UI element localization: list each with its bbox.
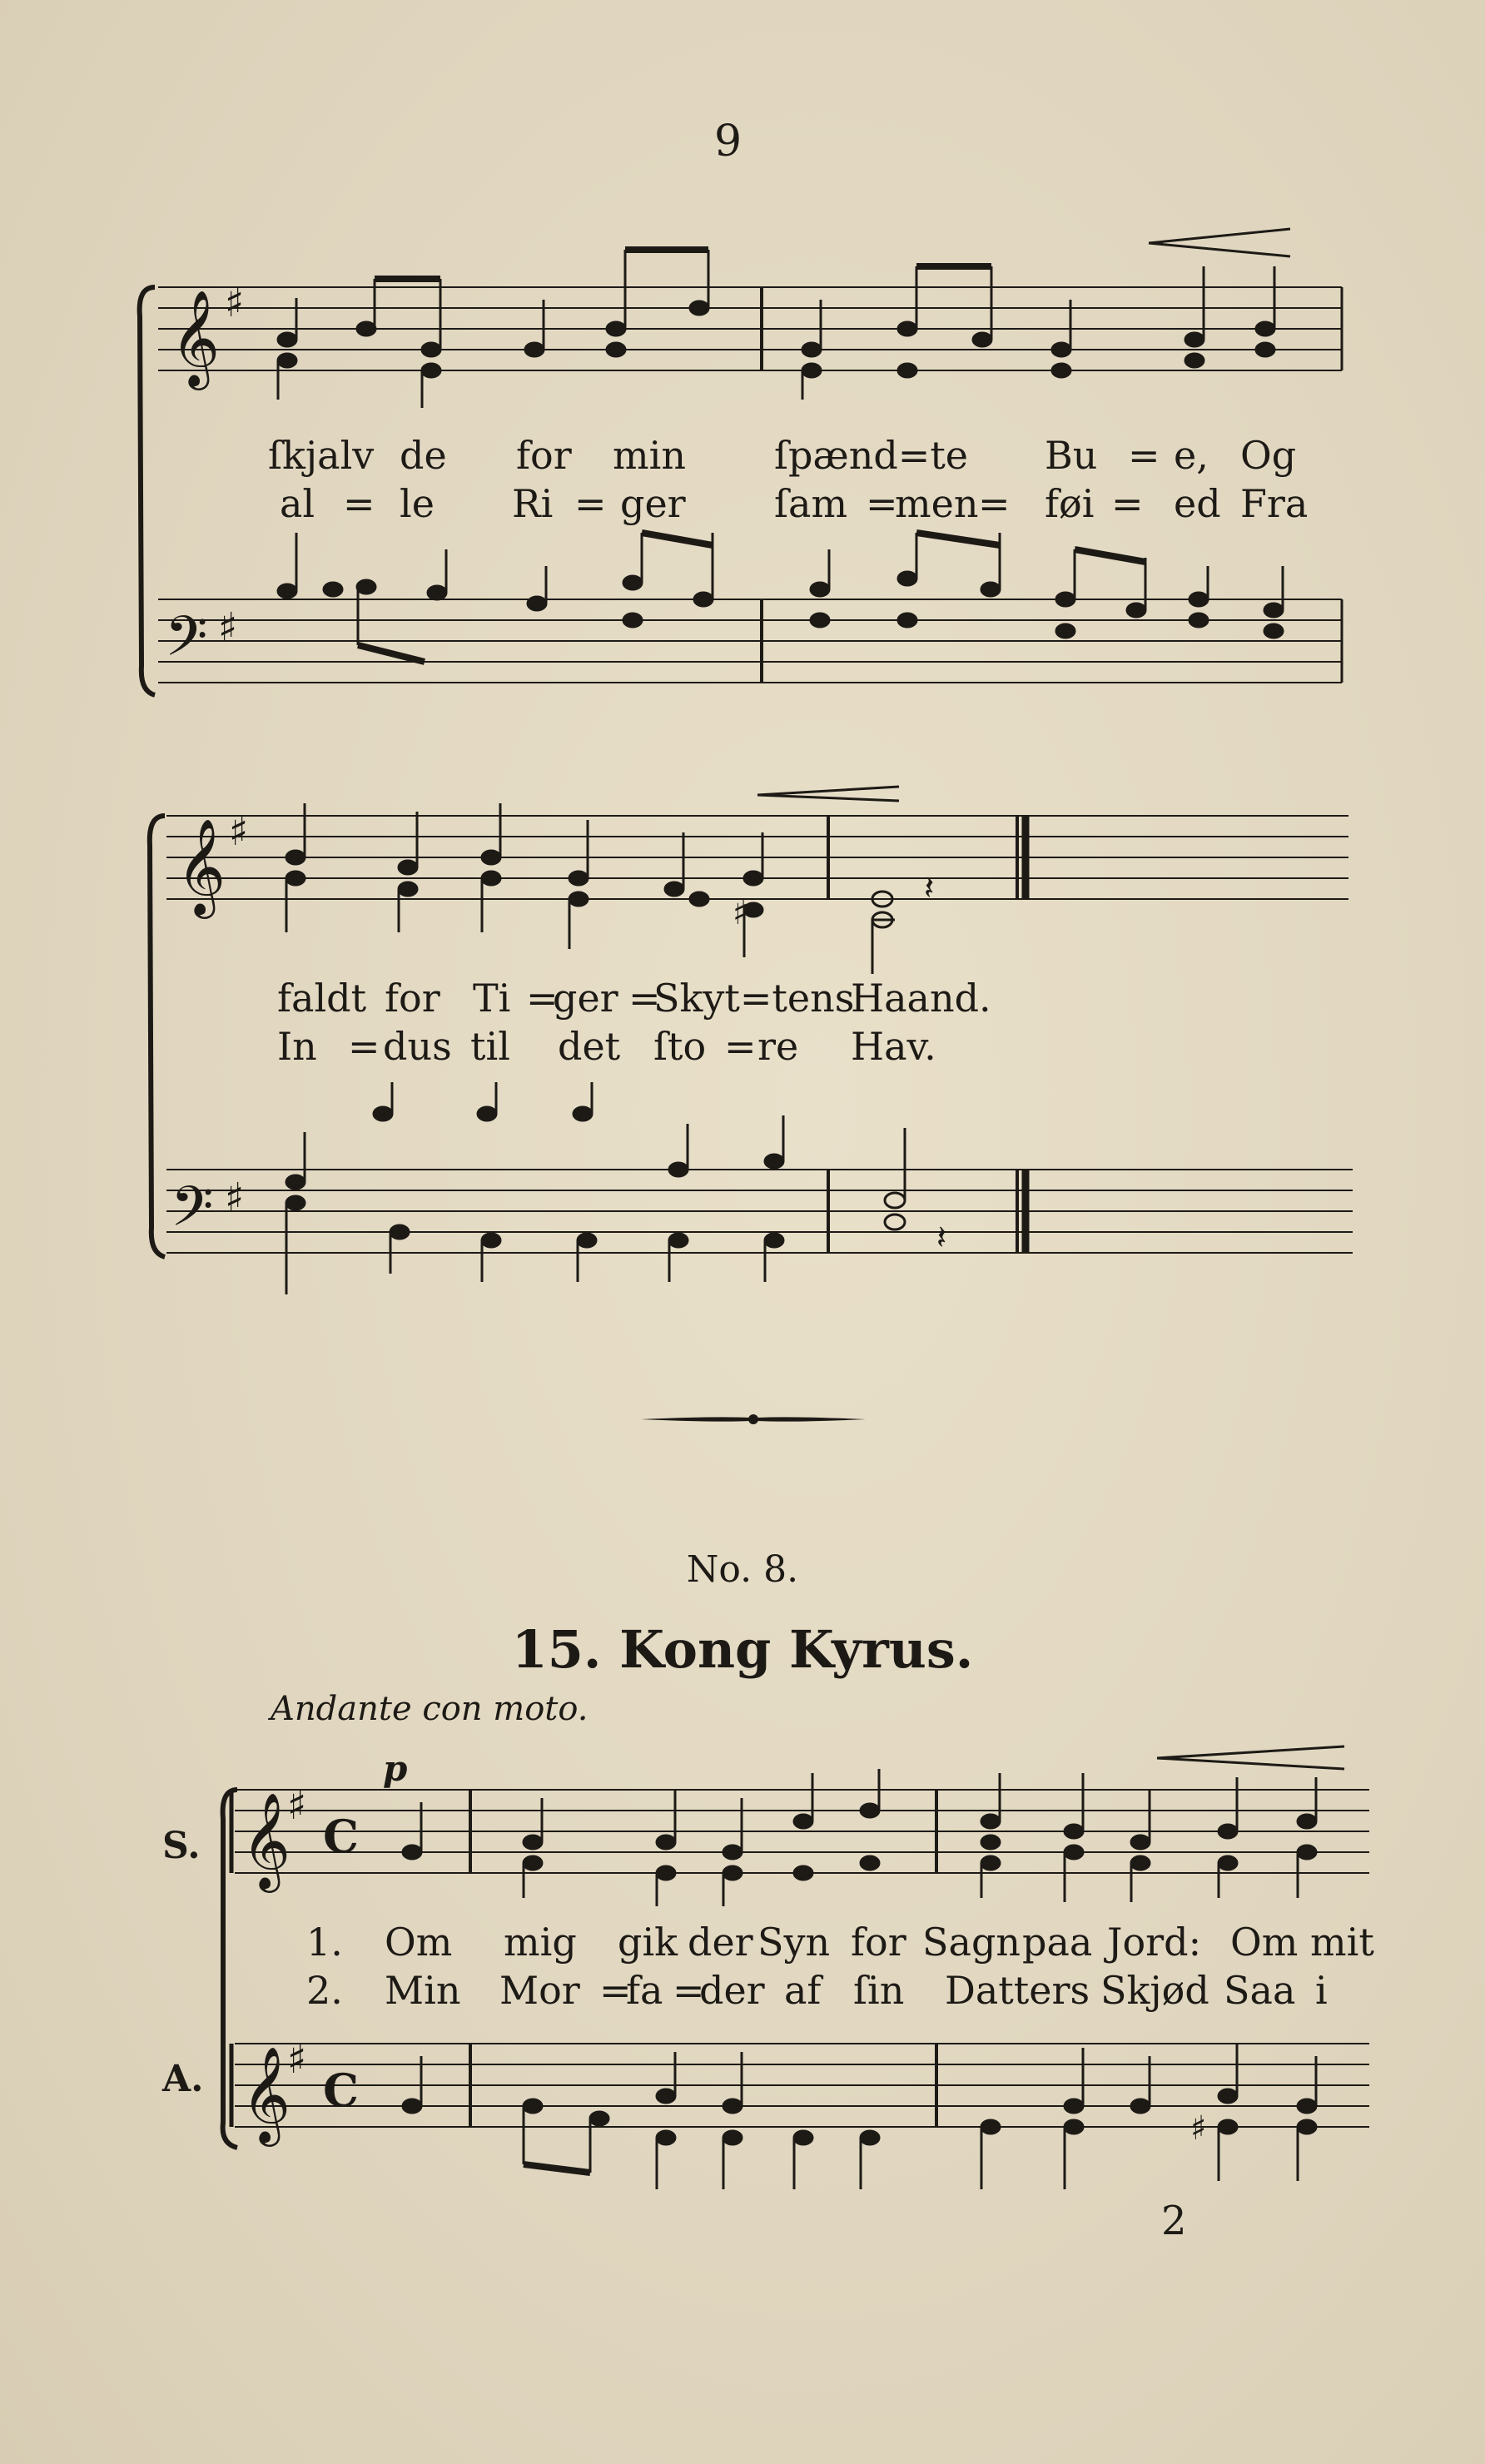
- svg-text:♯: ♯: [733, 894, 749, 932]
- lyric-word: Hav.: [851, 1024, 936, 1069]
- song-title: 15. Kong Kyrus.: [511, 1619, 974, 1680]
- lyric-word: af: [784, 1968, 822, 2013]
- lyric-word: Min: [385, 1968, 461, 2013]
- soprano-label: S.: [162, 1825, 201, 1867]
- lyric-word: Saa: [1224, 1968, 1296, 2013]
- lyric-word: i: [1315, 1968, 1328, 2013]
- tempo-marking: Andante con moto.: [271, 1690, 589, 1728]
- lyric-word: Ti: [473, 976, 511, 1021]
- lyric-word: =: [574, 481, 607, 526]
- svg-text:♯: ♯: [225, 1175, 245, 1221]
- lyric-word: Bu: [1045, 433, 1098, 478]
- lyric-word: der: [688, 1920, 753, 1965]
- lyric-word: Skjød: [1100, 1968, 1209, 2013]
- lyric-word: =: [599, 1968, 632, 2013]
- svg-text:C: C: [323, 1810, 359, 1863]
- svg-text:♯: ♯: [1190, 2109, 1207, 2148]
- lyric-word: ſpænd=te: [774, 433, 969, 478]
- lyric-word: for: [851, 1920, 906, 1965]
- svg-text:♯: ♯: [218, 604, 238, 651]
- lyric-word: ſam: [774, 481, 848, 526]
- lyric-word: paa: [1022, 1920, 1093, 1965]
- lyric-word: 1.: [306, 1920, 343, 1965]
- lyric-word: al: [280, 481, 315, 526]
- lyric-word: =: [866, 481, 898, 526]
- lyric-word: =: [978, 481, 1011, 526]
- lyric-word: ſkjalv: [268, 433, 375, 478]
- lyric-word: =: [348, 1024, 380, 1069]
- lyric-word: ger: [553, 976, 618, 1021]
- lyric-word: ſto: [653, 1024, 707, 1069]
- lyric-line-s3-v1: [0, 1920, 1485, 1970]
- lyric-word: =: [724, 1024, 757, 1069]
- dynamic-mark: p: [383, 1748, 408, 1789]
- svg-text:♯: ♯: [229, 808, 249, 855]
- lyric-word: =: [1111, 481, 1144, 526]
- lyric-word: ger: [620, 481, 686, 526]
- lyric-word: Mor: [499, 1968, 580, 2013]
- lyric-word: fa: [626, 1968, 663, 2013]
- lyric-word: Jord:: [1107, 1920, 1202, 1965]
- lyric-word: dus: [383, 1024, 452, 1069]
- lyric-word: Syn: [757, 1920, 831, 1965]
- lyric-word: faldt: [277, 976, 367, 1021]
- svg-text:𝄢: 𝄢: [171, 1175, 214, 1252]
- lyric-word: =: [526, 976, 559, 1021]
- lyric-word: Sagn: [922, 1920, 1021, 1965]
- lyric-word: 2.: [306, 1968, 343, 2013]
- lyric-word: =: [673, 1968, 705, 2013]
- lyric-word: le: [400, 481, 435, 526]
- svg-text:♯: ♯: [287, 1782, 307, 1829]
- lyric-word: =: [343, 481, 375, 526]
- treble-clef-icon: 𝄞: [171, 289, 221, 386]
- page-number: 9: [714, 117, 742, 166]
- lyric-word: Ri: [512, 481, 554, 526]
- svg-text:𝄽: 𝄽: [936, 1219, 947, 1257]
- lyric-word: for: [516, 433, 572, 478]
- svg-text:𝄽: 𝄽: [924, 869, 935, 907]
- bass-clef-icon: 𝄢: [165, 604, 208, 682]
- lyric-word: Skyt=tens: [653, 976, 855, 1021]
- lyric-word: Datters: [945, 1968, 1090, 2013]
- lyric-word: mig: [504, 1920, 577, 1965]
- lyric-word: det: [558, 1024, 621, 1069]
- sharp-icon: ♯: [225, 280, 245, 326]
- lyric-word: der: [699, 1968, 765, 2013]
- svg-text:𝄞: 𝄞: [241, 1791, 291, 1889]
- lyric-word: men: [895, 481, 979, 526]
- lyric-word: min: [613, 433, 686, 478]
- lyric-word: de: [400, 433, 447, 478]
- lyric-word: Og: [1240, 433, 1297, 478]
- lyric-word: gik: [618, 1920, 678, 1965]
- lyric-line-s3-v2: [0, 1968, 1485, 2018]
- lyric-word: for: [385, 976, 440, 1021]
- lyric-word: ſin: [853, 1968, 905, 2013]
- svg-text:♯: ♯: [287, 2036, 307, 2083]
- lyric-word: ed: [1174, 481, 1221, 526]
- lyric-word: =: [1128, 433, 1160, 478]
- song-number-label: No. 8.: [686, 1548, 799, 1591]
- svg-text:𝄞: 𝄞: [241, 2045, 291, 2143]
- lyric-word: e,: [1174, 433, 1209, 478]
- svg-text:𝄞: 𝄞: [176, 817, 226, 915]
- lyric-word: føi: [1045, 481, 1095, 526]
- lyric-word: In: [277, 1024, 317, 1069]
- lyric-word: Om: [385, 1920, 453, 1965]
- lyric-word: til: [470, 1024, 510, 1069]
- lyric-word: Haand.: [851, 976, 991, 1021]
- lyric-word: re: [757, 1024, 799, 1069]
- svg-text:C: C: [323, 2064, 359, 2117]
- alto-label: A.: [162, 2058, 204, 2100]
- signature-mark: 2: [1161, 2198, 1187, 2244]
- lyric-word: Om: [1230, 1920, 1299, 1965]
- lyric-word: =: [628, 976, 661, 1021]
- lyric-word: mit: [1310, 1920, 1374, 1965]
- lyric-word: Fra: [1240, 481, 1309, 526]
